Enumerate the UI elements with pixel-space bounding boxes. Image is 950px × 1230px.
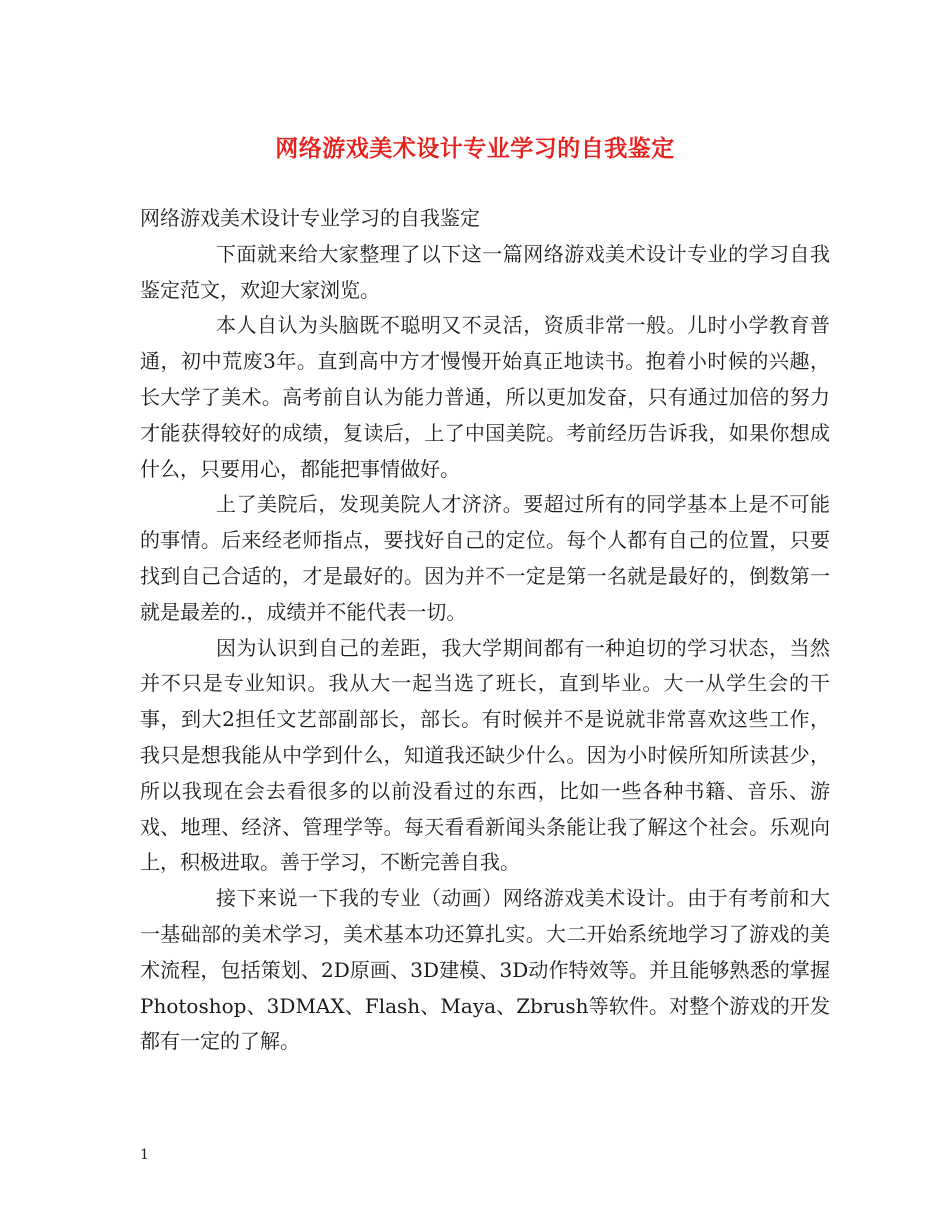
document-title: 网络游戏美术设计专业学习的自我鉴定 [275, 135, 675, 162]
paragraph-major: 接下来说一下我的专业（动画）网络游戏美术设计。由于有考前和大一基础部的美术学习，美术基本功还算扎实。大二开始系统地学习了游戏的美术流程，包括策划、2D原画、3D建模、3D动作特效等。并且能够熟悉的掌握Photoshop、3DMAX、Flash、Maya、Zbrush等软件。对整个游戏的开发都有一定的了解。 [140, 886, 830, 1054]
page-number: 1 [140, 1147, 149, 1163]
paragraph-background: 本人自认为头脑既不聪明又不灵活，资质非常一般。儿时小学教育普通，初中荒废3年。直到高中方才慢慢开始真正地读书。抱着小时候的兴趣，长大学了美术。高考前自认为能力普通，所以更加发奋，只有通过加倍的努力才能获得较好的成绩，复读后，上了中国美院。考前经历告诉我，如果你想成什么，只要用心，都能把事情做好。 [140, 313, 830, 481]
paragraph-intro: 下面就来给大家整理了以下这一篇网络游戏美术设计专业的学习自我鉴定范文，欢迎大家浏览。 [140, 241, 830, 302]
document-body [140, 201, 830, 1060]
paragraph-academy: 上了美院后，发现美院人才济济。要超过所有的同学基本上是不可能的事情。后来经老师指点，要找好自己的定位。每个人都有自己的位置，只要找到自己合适的，才是最好的。因为并不一定是第一名就是最好的，倒数第一就是最差的.，成绩并不能代表一切。 [140, 492, 830, 624]
document-subtitle: 网络游戏美术设计专业学习的自我鉴定 [140, 206, 480, 230]
paragraph-university-life: 因为认识到自己的差距，我大学期间都有一种迫切的学习状态，当然并不只是专业知识。我从大一起当选了班长，直到毕业。大一从学生会的干事，到大2担任文艺部副部长，部长。有时候并不是说就非常喜欢这些工作，我只是想我能从中学到什么，知道我还缺少什么。因为小时候所知所读甚少，所以我现在会去看很多的以前没看过的东西，比如一些各种书籍、音乐、游戏、地理、经济、管理学等。每天看看新闻头条能让我了解这个社会。乐观向上，积极进取。善于学习，不断完善自我。 [140, 635, 830, 875]
